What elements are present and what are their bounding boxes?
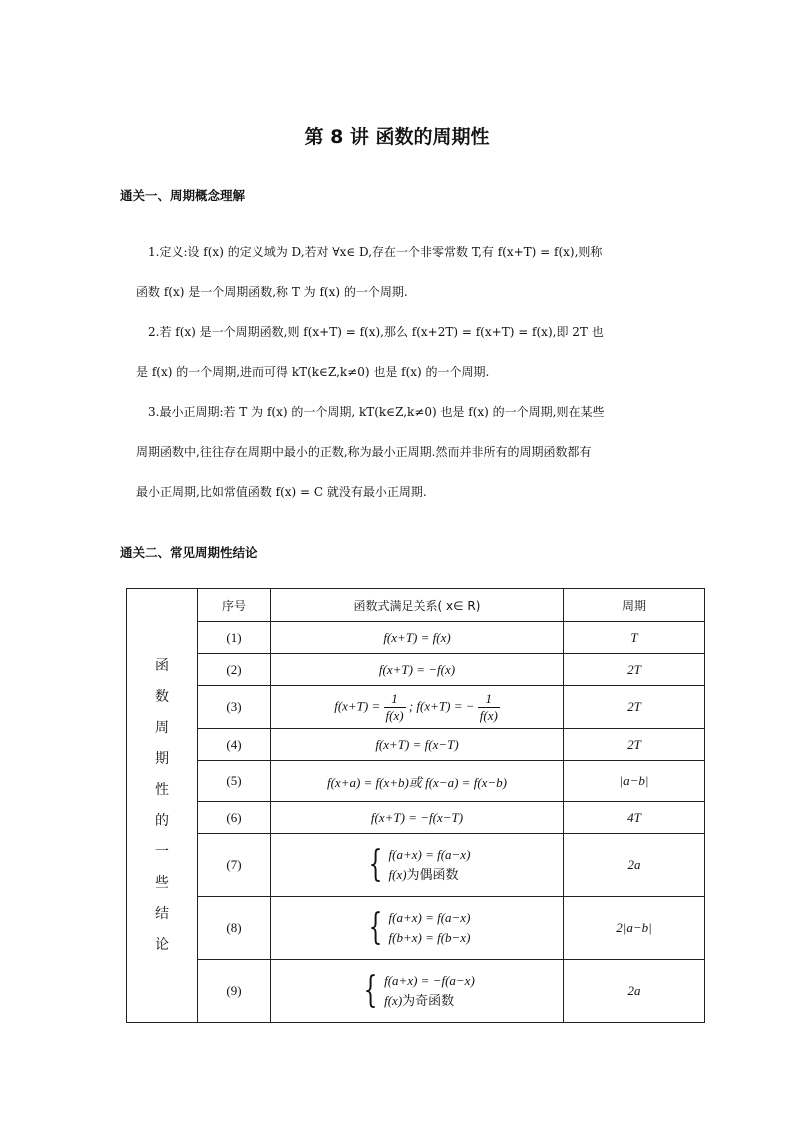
equation-system bbox=[364, 908, 471, 948]
body-line: 周期函数中,往往存在周期中最小的正数,称为最小正周期.然而并非所有的周期函数都有 bbox=[136, 445, 592, 459]
system-line: f(a+x) = f(a−x) bbox=[388, 846, 471, 862]
row-index: (3) bbox=[198, 686, 271, 729]
table-header-row bbox=[127, 589, 705, 622]
system-line: f(b+x) = f(b−x) bbox=[388, 930, 471, 945]
denominator: f(x) bbox=[479, 707, 498, 723]
row-relation: f(x+T) = −f(x) bbox=[271, 654, 564, 686]
row-index: (9) bbox=[198, 960, 271, 1023]
row-index: (1) bbox=[198, 622, 271, 654]
row-relation bbox=[271, 897, 564, 960]
brace-icon: { bbox=[368, 844, 382, 885]
equation-system bbox=[364, 845, 471, 886]
row-period: |a−b| bbox=[564, 761, 705, 802]
row-index: (7) bbox=[198, 834, 271, 897]
header-period: 周期 bbox=[564, 589, 705, 622]
row-period: 2a bbox=[564, 834, 705, 897]
side-char: 期 bbox=[155, 750, 169, 767]
side-char: 周 bbox=[155, 719, 169, 736]
table-row bbox=[127, 654, 705, 686]
periodicity-table bbox=[126, 588, 705, 1023]
relation-lhs: ; f(x+T) = − bbox=[408, 697, 475, 713]
body-line: 3.最小正周期:若 T 为 f(x) 的一个周期, kT(k∈Z,k≠0) 也是 f(x) 的一个周期,则在某些 bbox=[148, 405, 605, 419]
body-line: 2.若 f(x) 是一个周期函数,则 f(x+T) = f(x),那么 f(x+2T) = f(x+T) = f(x),即 2T 也 bbox=[148, 325, 604, 339]
fraction bbox=[384, 691, 406, 724]
section-heading-2: 通关二、常见周期性结论 bbox=[120, 545, 258, 560]
section-heading-1: 通关一、周期概念理解 bbox=[120, 188, 246, 203]
row-relation bbox=[271, 686, 564, 729]
table-row bbox=[127, 960, 705, 1023]
body-line: 1.定义:设 f(x) 的定义域为 D,若对 ∀x∈ D,存在一个非零常数 T,有 f(x+T) = f(x),则称 bbox=[148, 245, 603, 259]
header-relation: 函数式满足关系( x∈ R) bbox=[271, 589, 564, 622]
denominator: f(x) bbox=[385, 707, 404, 723]
system-math: f(x) bbox=[388, 866, 407, 882]
section-1-body bbox=[136, 232, 681, 512]
table-row bbox=[127, 686, 705, 729]
side-label bbox=[127, 589, 198, 1023]
table-row bbox=[127, 834, 705, 897]
row-period: 2T bbox=[564, 729, 705, 761]
row-relation: f(x+a) = f(x+b)或 f(x−a) = f(x−b) bbox=[271, 761, 564, 802]
numerator: 1 bbox=[384, 691, 406, 708]
fraction bbox=[478, 691, 500, 724]
row-index: (8) bbox=[198, 897, 271, 960]
system-math: f(x) bbox=[384, 992, 403, 1008]
body-line: 最小正周期,比如常值函数 f(x) = C 就没有最小正周期. bbox=[136, 485, 427, 499]
body-line: 是 f(x) 的一个周期,进而可得 kT(k∈Z,k≠0) 也是 f(x) 的一个周期. bbox=[136, 365, 490, 379]
row-relation: f(x+T) = f(x) bbox=[271, 622, 564, 654]
row-index: (4) bbox=[198, 729, 271, 761]
system-line bbox=[384, 991, 475, 1012]
body-line: 函数 f(x) 是一个周期函数,称 T 为 f(x) 的一个周期. bbox=[136, 285, 408, 299]
header-index: 序号 bbox=[198, 589, 271, 622]
row-period: 4T bbox=[564, 802, 705, 834]
row-period: 2T bbox=[564, 686, 705, 729]
row-period: 2|a−b| bbox=[564, 897, 705, 960]
side-char: 数 bbox=[155, 688, 169, 705]
brace-icon: { bbox=[368, 907, 382, 948]
row-index: (5) bbox=[198, 761, 271, 802]
side-char: 一 bbox=[155, 843, 169, 860]
side-char: 函 bbox=[155, 657, 169, 674]
brace-icon: { bbox=[363, 970, 378, 1011]
side-char: 的 bbox=[155, 812, 169, 829]
table-row bbox=[127, 897, 705, 960]
side-char: 性 bbox=[155, 781, 169, 798]
system-text: 为偶函数 bbox=[406, 867, 459, 883]
side-char: 论 bbox=[155, 936, 169, 953]
side-char: 结 bbox=[155, 905, 169, 922]
table-row bbox=[127, 802, 705, 834]
table-row bbox=[127, 761, 705, 802]
row-index: (2) bbox=[198, 654, 271, 686]
row-period: T bbox=[564, 622, 705, 654]
row-relation bbox=[271, 834, 564, 897]
side-char: 些 bbox=[155, 874, 169, 891]
row-relation bbox=[271, 960, 564, 1023]
row-period: 2T bbox=[564, 654, 705, 686]
row-index: (6) bbox=[198, 802, 271, 834]
system-line: f(a+x) = f(a−x) bbox=[388, 910, 471, 925]
table-row bbox=[127, 729, 705, 761]
numerator: 1 bbox=[478, 691, 500, 708]
row-relation: f(x+T) = f(x−T) bbox=[271, 729, 564, 761]
system-line bbox=[389, 865, 471, 886]
system-text: 为奇函数 bbox=[402, 993, 455, 1009]
row-relation: f(x+T) = −f(x−T) bbox=[271, 802, 564, 834]
page-title: 第 8 讲 函数的周期性 bbox=[304, 126, 490, 148]
table-row bbox=[127, 622, 705, 654]
equation-system bbox=[359, 971, 475, 1012]
relation-lhs: f(x+T) = bbox=[334, 697, 381, 713]
system-line: f(a+x) = −f(a−x) bbox=[384, 972, 475, 988]
row-period: 2a bbox=[564, 960, 705, 1023]
